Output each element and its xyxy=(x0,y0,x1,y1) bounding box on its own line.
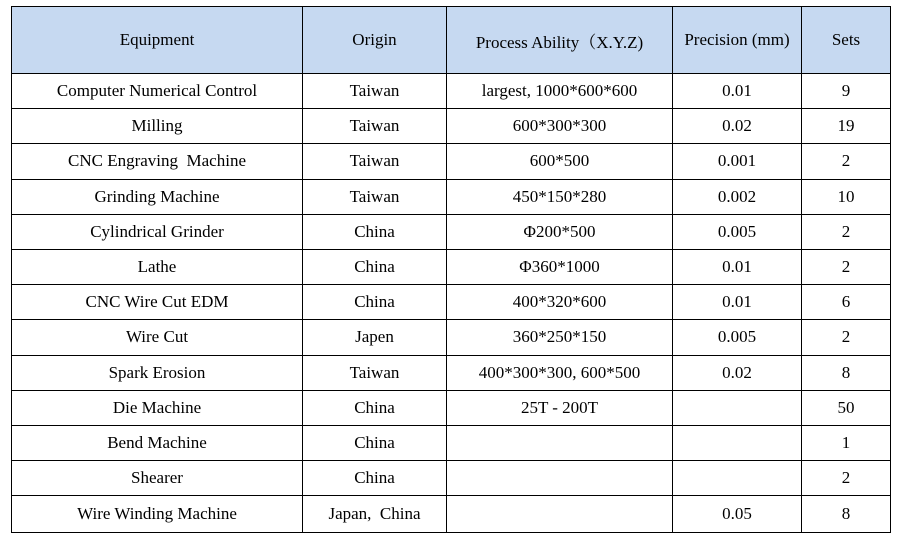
cell-precision: 0.001 xyxy=(673,144,802,179)
header-origin: Origin xyxy=(303,7,447,74)
cell-equipment: Bend Machine xyxy=(12,425,303,460)
cell-sets: 2 xyxy=(802,144,891,179)
cell-origin: Taiwan xyxy=(303,179,447,214)
cell-precision: 0.01 xyxy=(673,249,802,284)
cell-sets: 19 xyxy=(802,109,891,144)
cell-sets: 2 xyxy=(802,320,891,355)
cell-equipment: Wire Cut xyxy=(12,320,303,355)
header-equipment: Equipment xyxy=(12,7,303,74)
cell-process: 400*300*300, 600*500 xyxy=(447,355,673,390)
cell-process: 450*150*280 xyxy=(447,179,673,214)
equipment-table xyxy=(11,6,891,533)
table-row xyxy=(12,355,891,390)
cell-origin: China xyxy=(303,390,447,425)
table-row xyxy=(12,496,891,533)
cell-precision xyxy=(673,425,802,460)
table-row xyxy=(12,109,891,144)
cell-equipment: Shearer xyxy=(12,461,303,496)
cell-origin: Japen xyxy=(303,320,447,355)
cell-equipment: Die Machine xyxy=(12,390,303,425)
cell-process: 360*250*150 xyxy=(447,320,673,355)
table-row xyxy=(12,285,891,320)
cell-equipment: Computer Numerical Control xyxy=(12,74,303,109)
cell-precision: 0.02 xyxy=(673,355,802,390)
cell-equipment: Wire Winding Machine xyxy=(12,496,303,533)
table-row xyxy=(12,461,891,496)
header-process-ability: Process Ability（X.Y.Z) xyxy=(447,7,673,74)
cell-precision: 0.01 xyxy=(673,74,802,109)
cell-origin: China xyxy=(303,285,447,320)
cell-sets: 10 xyxy=(802,179,891,214)
cell-precision: 0.005 xyxy=(673,214,802,249)
cell-origin: Taiwan xyxy=(303,144,447,179)
cell-precision: 0.02 xyxy=(673,109,802,144)
cell-sets: 9 xyxy=(802,74,891,109)
cell-sets: 1 xyxy=(802,425,891,460)
table-row xyxy=(12,74,891,109)
header-precision: Precision (mm) xyxy=(673,7,802,74)
cell-sets: 6 xyxy=(802,285,891,320)
cell-process: 600*300*300 xyxy=(447,109,673,144)
cell-precision: 0.05 xyxy=(673,496,802,533)
table-row xyxy=(12,214,891,249)
cell-process: 25T - 200T xyxy=(447,390,673,425)
cell-process: Φ200*500 xyxy=(447,214,673,249)
cell-process: Φ360*1000 xyxy=(447,249,673,284)
cell-sets: 2 xyxy=(802,214,891,249)
table-row xyxy=(12,320,891,355)
table-body xyxy=(12,74,891,533)
cell-sets: 8 xyxy=(802,496,891,533)
cell-sets: 50 xyxy=(802,390,891,425)
cell-precision xyxy=(673,461,802,496)
cell-origin: China xyxy=(303,249,447,284)
cell-origin: Taiwan xyxy=(303,109,447,144)
cell-origin: Taiwan xyxy=(303,355,447,390)
header-sets: Sets xyxy=(802,7,891,74)
table-row xyxy=(12,179,891,214)
cell-equipment: Lathe xyxy=(12,249,303,284)
cell-precision xyxy=(673,390,802,425)
cell-origin: Japan, China xyxy=(303,496,447,533)
table-row xyxy=(12,425,891,460)
cell-equipment: CNC Engraving Machine xyxy=(12,144,303,179)
header-row xyxy=(12,7,891,74)
cell-equipment: Milling xyxy=(12,109,303,144)
cell-equipment: Cylindrical Grinder xyxy=(12,214,303,249)
cell-precision: 0.002 xyxy=(673,179,802,214)
cell-sets: 2 xyxy=(802,461,891,496)
cell-origin: China xyxy=(303,461,447,496)
cell-sets: 8 xyxy=(802,355,891,390)
cell-precision: 0.01 xyxy=(673,285,802,320)
cell-origin: China xyxy=(303,214,447,249)
cell-process: 600*500 xyxy=(447,144,673,179)
cell-process xyxy=(447,461,673,496)
cell-equipment: Grinding Machine xyxy=(12,179,303,214)
table-row xyxy=(12,249,891,284)
cell-process xyxy=(447,425,673,460)
cell-process: 400*320*600 xyxy=(447,285,673,320)
cell-origin: Taiwan xyxy=(303,74,447,109)
cell-sets: 2 xyxy=(802,249,891,284)
cell-precision: 0.005 xyxy=(673,320,802,355)
table-row xyxy=(12,390,891,425)
table-header xyxy=(12,7,891,74)
cell-equipment: CNC Wire Cut EDM xyxy=(12,285,303,320)
cell-origin: China xyxy=(303,425,447,460)
cell-process xyxy=(447,496,673,533)
cell-process: largest, 1000*600*600 xyxy=(447,74,673,109)
cell-equipment: Spark Erosion xyxy=(12,355,303,390)
table-row xyxy=(12,144,891,179)
